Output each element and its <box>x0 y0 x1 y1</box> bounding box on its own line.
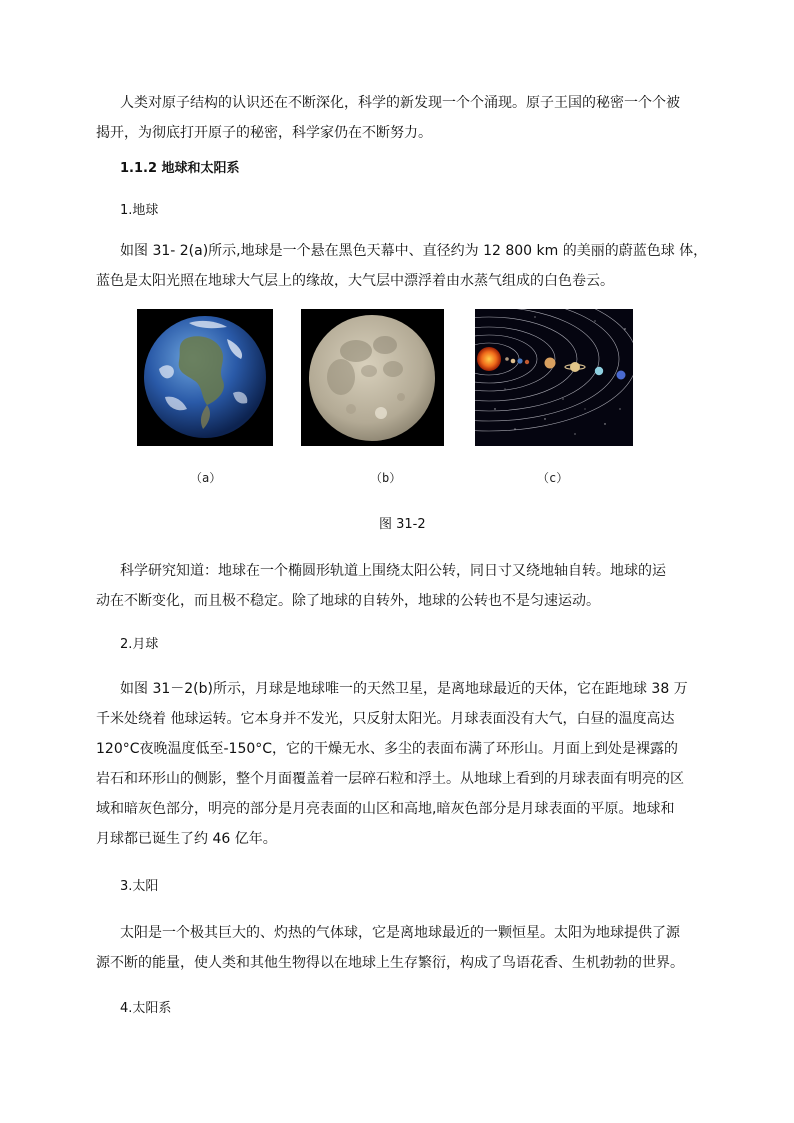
text-line: 科学研究知道：地球在一个椭圆形轨道上围绕太阳公转，同日寸又绕地轴自转。地球的运 <box>120 563 666 579</box>
section-title: 1.1.2 地球和太阳系 <box>120 161 240 176</box>
text-line: 千米处绕着 他球运转。它本身并不发光，只反射太阳光。月球表面没有大气，白昼的温度高达 <box>96 711 675 727</box>
text-line: 动在不断变化，而且极不稳定。除了地球的自转外，地球的公转也不是匀速运动。 <box>96 593 600 609</box>
text-line: 岩石和环形山的侧影，整个月面覆盖着一层碎石粒和浮土。从地球上看到的月球表面有明亮的区 <box>96 771 684 787</box>
figure-title: 图 31-2 <box>379 517 426 532</box>
text-line: 120°C夜晚温度低至-150°C，它的干燥无水、多尘的表面布满了环形山。月面上到处是裸露的 <box>96 741 679 757</box>
caption-b: （b） <box>370 471 402 485</box>
text-line: 如图 31- 2(a)所示,地球是一个悬在黑色天幕中、直径约为 12 800 km 的美丽的蔚蓝色球 体， <box>120 243 708 259</box>
intro-paragraph <box>96 88 680 148</box>
text-line: 月球都已诞生了约 46 亿年。 <box>96 831 277 847</box>
text-line: 太阳是一个极其巨大的、灼热的气体球，它是离地球最近的一颗恒星。太阳为地球提供了源 <box>120 925 680 941</box>
solar-system-image <box>475 309 633 446</box>
earth-image <box>137 309 273 446</box>
moon-image <box>301 309 444 446</box>
heading-solar-system: 4.太阳系 <box>120 1001 172 1016</box>
text-line: 揭开，为彻底打开原子的秘密，科学家仍在不断努力。 <box>96 125 432 141</box>
sun-paragraph <box>96 918 684 978</box>
caption-a: （a） <box>190 471 222 485</box>
text-line: 蓝色是太阳光照在地球大气层上的缘故，大气层中漂浮着由水蒸气组成的白色卷云。 <box>96 273 614 289</box>
text-line: 如图 31－2(b)所示，月球是地球唯一的天然卫星，是离地球最近的天体，它在距地球 38 万 <box>120 681 688 697</box>
heading-moon: 2.月球 <box>120 637 159 652</box>
text-line: 源不断的能量，使人类和其他生物得以在地球上生存繁衍，构成了鸟语花香、生机勃勃的世界。 <box>96 955 684 971</box>
heading-sun: 3.太阳 <box>120 879 159 894</box>
motion-paragraph <box>96 556 680 616</box>
earth-paragraph <box>96 236 708 296</box>
moon-paragraph <box>96 674 688 854</box>
text-line: 人类对原子结构的认识还在不断深化，科学的新发现一个个涌现。原子王国的秘密一个个被 <box>120 95 680 111</box>
heading-earth: 1.地球 <box>120 203 159 218</box>
caption-c: （c） <box>537 471 569 485</box>
text-line: 域和暗灰色部分，明亮的部分是月亮表面的山区和高地,暗灰色部分是月球表面的平原。地球和 <box>96 801 675 817</box>
